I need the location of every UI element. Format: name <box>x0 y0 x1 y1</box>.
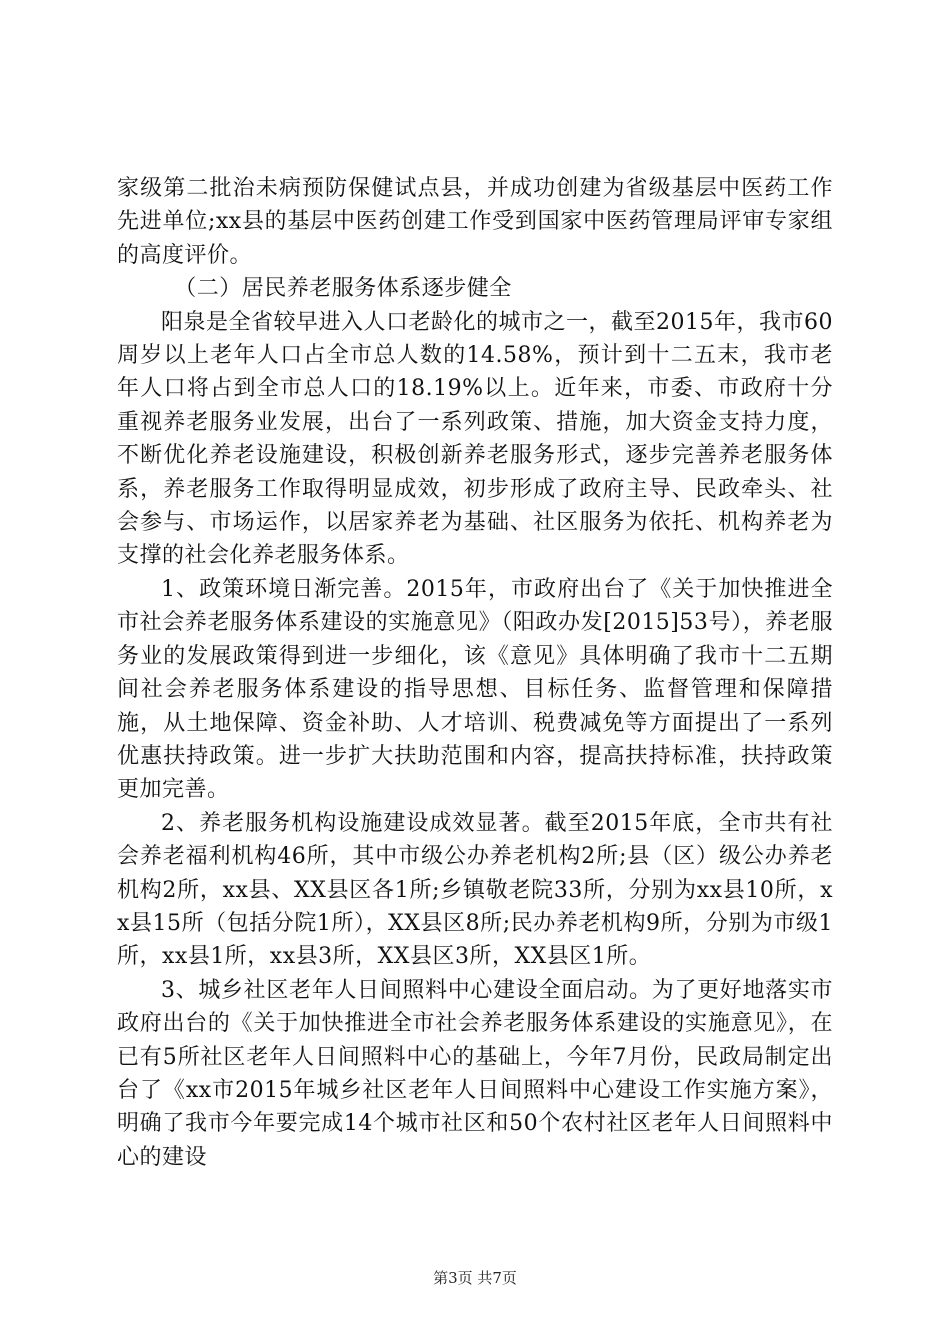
paragraph-continuation: 家级第二批治未病预防保健试点县，并成功创建为省级基层中医药工作先进单位;xx县的基层中医药创建工作受到国家中医药管理局评审专家组的高度评价。 <box>117 176 833 268</box>
paragraph-item-1: 1、政策环境日渐完善。2015年，市政府出台了《关于加快推进全市社会养老服务体系建设的实施意见》（阳政办发[2015]53号），养老服务业的发展政策得到进一步细化，该《意见》具体明确了我市十二五期间社会养老服务体系建设的指导思想、目标任务、监督管理和保障措施，从土地保障、资金补助、人才培训、税费减免等方面提出了一系列优惠扶持政策。进一步扩大扶助范围和内容，提高扶持标准，扶持政策更加完善。 <box>117 576 833 803</box>
section-heading: （二）居民养老服务体系逐步健全 <box>174 276 512 302</box>
paragraph-item-3: 3、城乡社区老年人日间照料中心建设全面启动。为了更好地落实市政府出台的《关于加快推进全市社会养老服务体系建设的实施意见》，在已有5所社区老年人日间照料中心的基础上，今年7月份，民政局制定出台了《xx市2015年城乡社区老年人日间照料中心建设工作实施方案》，明确了我市今年要完成14个城市社区和50个农村社区老年人日间照料中心的建设 <box>117 977 833 1170</box>
paragraph-item-2: 2、养老服务机构设施建设成效显著。截至2015年底，全市共有社会养老福利机构46所，其中市级公办养老机构2所;县（区）级公办养老机构2所，xx县、XX县区各1所;乡镇敬老院33所，分别为xx县10所，xx县15所（包括分院1所），XX县区8所;民办养老机构9所，分别为市级1所，xx县1所，xx县3所，XX县区3所，XX县区1所。 <box>117 810 833 970</box>
document-body <box>117 172 833 1174</box>
page-footer: 第3页 共7页 <box>433 1269 517 1287</box>
paragraph-intro: 阳泉是全省较早进入人口老龄化的城市之一，截至2015年，我市60周岁以上老年人口占全市总人数的14.58%，预计到十二五末，我市老年人口将占到全市总人口的18.19%以上。近年来，市委、市政府十分重视养老服务业发展，出台了一系列政策、措施，加大资金支持力度，不断优化养老设施建设，积极创新养老服务形式，逐步完善养老服务体系，养老服务工作取得明显成效，初步形成了政府主导、民政牵头、社会参与、市场运作，以居家养老为基础、社区服务为依托、机构养老为支撑的社会化养老服务体系。 <box>117 309 833 569</box>
